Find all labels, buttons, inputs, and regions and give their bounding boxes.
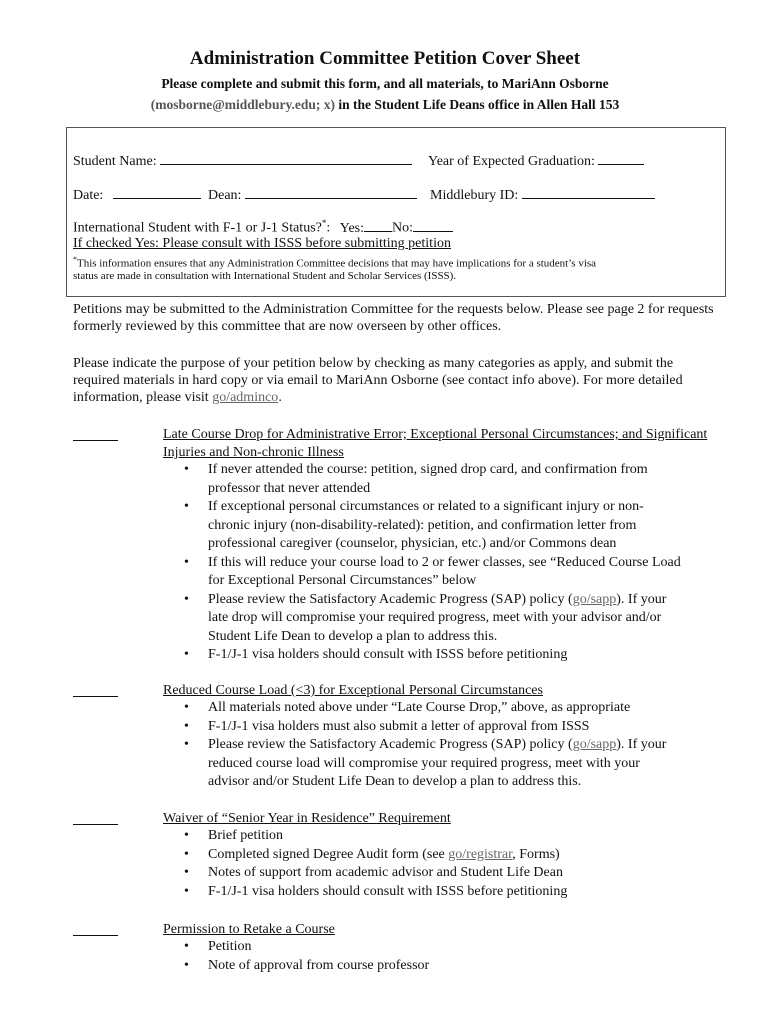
- international-status-label: International Student with F-1 or J-1 Status?: [73, 220, 322, 236]
- bullet-icon: •: [184, 499, 189, 514]
- no-field[interactable]: [413, 219, 453, 232]
- list-item: [163, 461, 683, 498]
- date-field[interactable]: [113, 186, 201, 199]
- section-heading: Permission to Retake a Course: [163, 922, 335, 937]
- bullet-icon: •: [184, 718, 189, 734]
- bullet-icon: •: [184, 846, 189, 862]
- bullet-icon: •: [184, 957, 189, 973]
- page-title: Administration Committee Petition Cover Sheet: [189, 48, 581, 69]
- submission-instructions: Please complete and submit this form, and all materials, to MariAnn Osborne: [161, 76, 609, 91]
- intro-paragraph-2-text: Please indicate the purpose of your petition below by checking as many categories as apply, and submit the required materials in hard copy or via email to MariAnn Osborne (see contact info above). For more detailed information, please visit: [73, 356, 683, 405]
- international-status-row: [73, 218, 453, 237]
- bullet-icon: •: [184, 700, 189, 715]
- yes-field[interactable]: [364, 219, 392, 232]
- go-link[interactable]: go/sapp: [572, 591, 617, 607]
- list-item: [163, 957, 683, 976]
- middlebury-id-field[interactable]: [522, 186, 655, 199]
- list-item: [163, 699, 683, 718]
- bullet-text: Please review the Satisfactory Academic Progress (SAP) policy (go/sapp). If your late drop will compromise your required progress, meet with your advisor and/or Student Life Dean to develop a plan to address this.: [208, 591, 667, 644]
- bullet-list: [163, 699, 683, 792]
- grad-year-field[interactable]: [598, 152, 644, 165]
- reduced-course-load-checkbox-line[interactable]: [73, 682, 118, 697]
- bullet-text: If never attended the course: petition, signed drop card, and confirmation from professor that never attended: [208, 462, 648, 496]
- student-name-field[interactable]: [160, 152, 412, 165]
- bullet-icon: •: [184, 828, 189, 843]
- bullet-text: F-1/J-1 visa holders should consult with ISSS before petitioning: [208, 647, 568, 662]
- bullet-text: Brief petition: [208, 828, 284, 843]
- student-name-row: [73, 152, 412, 170]
- bullet-list: [163, 938, 683, 975]
- student-name-label: Student Name:: [73, 154, 157, 169]
- bullet-icon: •: [184, 591, 189, 607]
- date-label: Date:: [73, 188, 104, 203]
- footnote-symbol: *: [73, 255, 77, 264]
- bullet-icon: •: [184, 939, 189, 954]
- yes-label: Yes:: [339, 220, 365, 236]
- list-item: [163, 883, 683, 902]
- bullet-list: [163, 827, 683, 901]
- no-label: No:: [392, 220, 414, 236]
- office-location: in the Student Life Deans office in Allen Hall 153: [335, 97, 620, 112]
- senior-year-waiver-checkbox-line[interactable]: [73, 810, 118, 825]
- bullet-text: F-1/J-1 visa holders must also submit a letter of approval from ISSS: [208, 718, 590, 734]
- adminco-link[interactable]: go/adminco: [212, 390, 279, 405]
- bullet-icon: •: [184, 865, 189, 880]
- late-course-drop-checkbox-line[interactable]: [73, 426, 118, 441]
- list-item: [163, 864, 683, 883]
- footnote-marker: *: [321, 218, 327, 228]
- list-item: [163, 846, 683, 865]
- bullet-icon: •: [184, 647, 189, 662]
- bullet-icon: •: [184, 554, 189, 570]
- middlebury-id-row: [430, 186, 655, 204]
- go-link[interactable]: go/registrar: [448, 846, 513, 862]
- bullet-icon: •: [184, 883, 189, 899]
- bullet-text: F-1/J-1 visa holders should consult with ISSS before petitioning: [208, 883, 568, 899]
- grad-year-row: [428, 152, 644, 170]
- retake-course-checkbox-line[interactable]: [73, 921, 118, 936]
- intro-paragraph-2: [73, 355, 723, 406]
- bullet-icon: •: [184, 462, 189, 477]
- list-item: [163, 736, 683, 792]
- bullet-text: Note of approval from course professor: [208, 957, 430, 973]
- bullet-icon: •: [184, 737, 189, 752]
- isss-consult-note: If checked Yes: Please consult with ISSS before submitting petition: [73, 236, 451, 251]
- dean-row: [208, 186, 417, 204]
- footnote-line-1: [73, 255, 596, 270]
- section-heading: Waiver of “Senior Year in Residence” Requirement: [163, 811, 451, 826]
- bullet-text: Notes of support from academic advisor and Student Life Dean: [208, 865, 563, 880]
- section-heading: Reduced Course Load (<3) for Exceptional Personal Circumstances: [163, 683, 543, 698]
- bullet-text: If this will reduce your course load to 2 or fewer classes, see “Reduced Course Load for Exceptional Personal Circumstances” below: [208, 554, 681, 588]
- date-row: [73, 186, 201, 204]
- bullet-text: Please review the Satisfactory Academic Progress (SAP) policy (go/sapp). If your reduced course load will compromise your required progress, meet with your advisor and/or Student Life Dean to develop a plan to address this.: [208, 737, 667, 789]
- dean-field[interactable]: [245, 186, 417, 199]
- middlebury-id-label: Middlebury ID:: [430, 188, 519, 203]
- grad-year-label: Year of Expected Graduation:: [428, 154, 595, 169]
- international-status-colon: :: [326, 220, 331, 236]
- submission-location: [0, 97, 770, 113]
- contact-email: (mosborne@middlebury.edu; x): [150, 97, 336, 112]
- list-item: [163, 938, 683, 957]
- go-link[interactable]: go/sapp: [572, 737, 617, 752]
- section-heading: Late Course Drop for Administrative Error; Exceptional Personal Circumstances; and Significant Injuries and Non-chronic Illness: [163, 427, 708, 460]
- bullet-text: All materials noted above under “Late Course Drop,” above, as appropriate: [208, 700, 631, 715]
- footnote-text-1: This information ensures that any Administration Committee decisions that may have implications for a student’s visa: [77, 257, 597, 270]
- list-item: [163, 646, 683, 665]
- bullet-text: Petition: [208, 939, 252, 954]
- footnote-line-2: status are made in consultation with International Student and Scholar Services (ISSS).: [73, 270, 457, 282]
- dean-label: Dean:: [208, 188, 242, 203]
- bullet-text: Completed signed Degree Audit form (see go/registrar, Forms): [208, 846, 560, 862]
- list-item: [163, 591, 683, 647]
- bullet-list: [163, 461, 683, 665]
- list-item: [163, 554, 683, 591]
- list-item: [163, 827, 683, 846]
- list-item: [163, 718, 683, 737]
- bullet-text: If exceptional personal circumstances or related to a significant injury or non-chronic injury (non-disability-related): petition, and confirmation letter from professional caregiver (counselor, physician, etc.) and/or Commons dean: [208, 499, 644, 551]
- intro-paragraph-1: Petitions may be submitted to the Administration Committee for the requests below. Please see page 2 for requests formerly reviewed by this committee that are now overseen by other offices.: [73, 302, 714, 334]
- list-item: [163, 498, 683, 554]
- intro-paragraph-2-end: .: [278, 390, 282, 405]
